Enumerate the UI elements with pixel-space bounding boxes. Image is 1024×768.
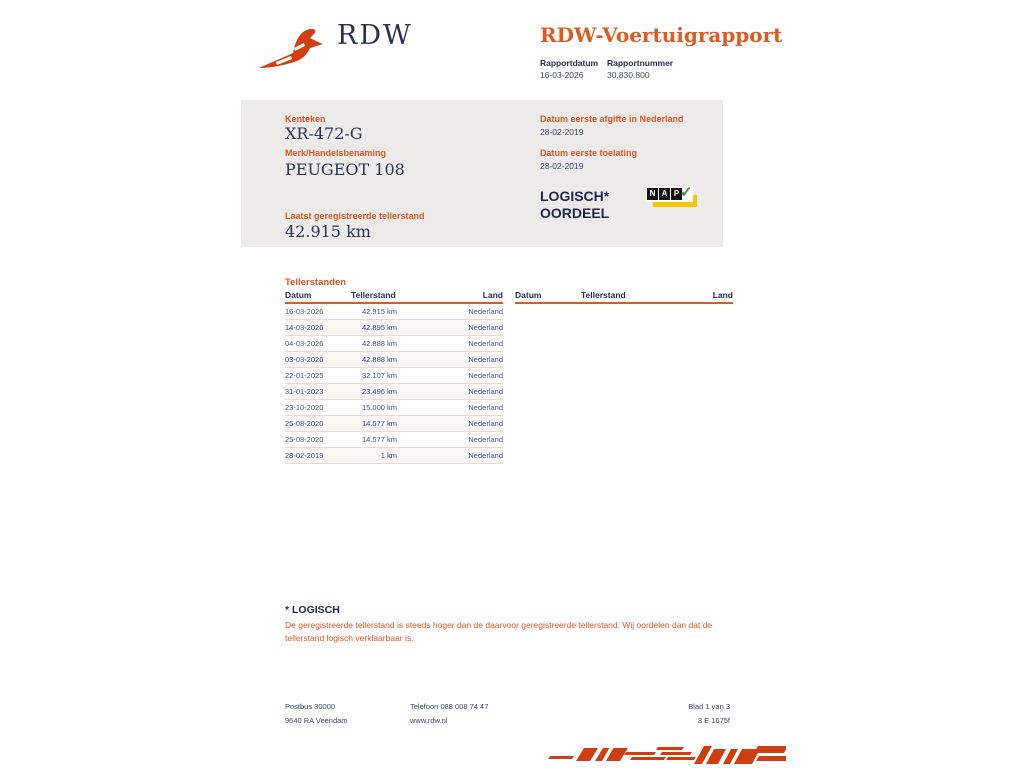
rdw-bird-logo-icon xyxy=(258,20,330,75)
rdw-logo-text: RDW xyxy=(337,20,413,51)
table-cell: 14-03-2026 xyxy=(285,320,351,336)
table-header-row xyxy=(515,290,733,303)
table-cell: 14.577 km xyxy=(351,432,407,448)
col-header-datum: Datum xyxy=(285,290,351,303)
table-cell: Nederland xyxy=(407,400,503,416)
merk-label: Merk/Handelsbenaming xyxy=(285,148,387,158)
table-row xyxy=(285,368,503,384)
laatste-tellerstand-label: Laatst geregistreerde tellerstand xyxy=(285,211,425,221)
merk-value: PEUGEOT 108 xyxy=(285,160,405,179)
table-cell: Nederland xyxy=(407,336,503,352)
nap-checkmark-icon: ✓ xyxy=(680,184,693,201)
footer-address-line1: Postbus 30000 xyxy=(285,702,336,711)
table-cell: 03-03-2026 xyxy=(285,352,351,368)
nap-logo xyxy=(646,186,698,209)
report-number-value: 30.830.800 xyxy=(607,70,650,80)
table-row xyxy=(285,303,503,320)
col-header-tellerstand: Tellerstand xyxy=(351,290,407,303)
table-cell: 25-08-2020 xyxy=(285,416,351,432)
kenteken-label: Kenteken xyxy=(285,114,326,124)
table-cell: 16-03-2026 xyxy=(285,303,351,320)
table-cell: Nederland xyxy=(407,352,503,368)
nap-letter-p: P xyxy=(671,188,682,200)
oordeel-line2: OORDEEL xyxy=(540,205,610,221)
table-row xyxy=(285,400,503,416)
table-row xyxy=(285,416,503,432)
tellerstanden-table-left xyxy=(285,290,503,464)
table-cell: 42.888 km xyxy=(351,336,407,352)
table-header-row xyxy=(285,290,503,303)
table-cell: 28-02-2019 xyxy=(285,448,351,464)
page-title: RDW-Voertuigrapport xyxy=(540,23,783,47)
table-cell: Nederland xyxy=(407,368,503,384)
table-row xyxy=(285,320,503,336)
footer-website-link[interactable]: www.rdw.nl xyxy=(410,716,448,725)
logisch-explanation-heading: * LOGISCH xyxy=(285,604,340,616)
footer-page-number: Blad 1 van 3 xyxy=(688,702,730,711)
logisch-explanation-body: De geregistreerde tellerstand is steeds hoger dan de daarvoor geregistreerde tellerstand. Wij oordelen dan dat de tellerstand logisch verklaarbaar is. xyxy=(285,620,713,643)
col-header-datum: Datum xyxy=(515,290,581,303)
col-header-tellerstand: Tellerstand xyxy=(581,290,637,303)
kenteken-value: XR-472-G xyxy=(285,124,363,143)
table-cell: 22-01-2025 xyxy=(285,368,351,384)
table-cell: 42.888 km xyxy=(351,352,407,368)
eerste-toelating-label: Datum eerste toelating xyxy=(540,148,638,158)
table-cell: 23.496 km xyxy=(351,384,407,400)
table-row xyxy=(285,432,503,448)
footer-phone: Telefoon 088 008 74 47 xyxy=(410,702,489,711)
laatste-tellerstand-value: 42.915 km xyxy=(285,222,371,241)
table-row xyxy=(285,336,503,352)
table-cell: 1 km xyxy=(351,448,407,464)
table-cell: Nederland xyxy=(407,303,503,320)
table-cell: 42.895 km xyxy=(351,320,407,336)
eerste-toelating-value: 28-02-2019 xyxy=(540,161,584,171)
report-date-label: Rapportdatum xyxy=(540,58,599,68)
table-cell: Nederland xyxy=(407,416,503,432)
eerste-afgifte-label: Datum eerste afgifte in Nederland xyxy=(540,114,684,124)
oordeel-line1: LOGISCH* xyxy=(540,188,610,204)
table-cell: Nederland xyxy=(407,432,503,448)
nap-letter-n: N xyxy=(647,188,658,200)
table-row xyxy=(285,352,503,368)
footer-address-line2: 9640 RA Veendam xyxy=(285,716,348,725)
table-row xyxy=(285,384,503,400)
col-header-land: Land xyxy=(407,290,503,303)
table-cell: 42.915 km xyxy=(351,303,407,320)
table-cell: 14.577 km xyxy=(351,416,407,432)
table-cell: Nederland xyxy=(407,320,503,336)
table-row xyxy=(285,448,503,464)
table-cell: Nederland xyxy=(407,448,503,464)
table-cell: 15.000 km xyxy=(351,400,407,416)
tellerstanden-section-title: Tellerstanden xyxy=(285,277,347,288)
report-date-value: 16-03-2026 xyxy=(540,70,584,80)
tellerstanden-table-right xyxy=(515,290,733,304)
rdw-stripes-decoration-icon xyxy=(548,744,786,768)
table-cell: 04-03-2026 xyxy=(285,336,351,352)
col-header-land: Land xyxy=(637,290,733,303)
footer-doc-code: 3 E 1675f xyxy=(697,716,730,725)
table-cell: 31-01-2023 xyxy=(285,384,351,400)
table-cell: Nederland xyxy=(407,384,503,400)
table-cell: 23-10-2020 xyxy=(285,400,351,416)
table-cell: 25-08-2020 xyxy=(285,432,351,448)
table-cell: 32.107 km xyxy=(351,368,407,384)
meter-readings-body xyxy=(285,303,503,464)
nap-letter-a: A xyxy=(659,188,670,200)
eerste-afgifte-value: 28-02-2019 xyxy=(540,127,584,137)
report-number-label: Rapportnummer xyxy=(607,58,674,68)
